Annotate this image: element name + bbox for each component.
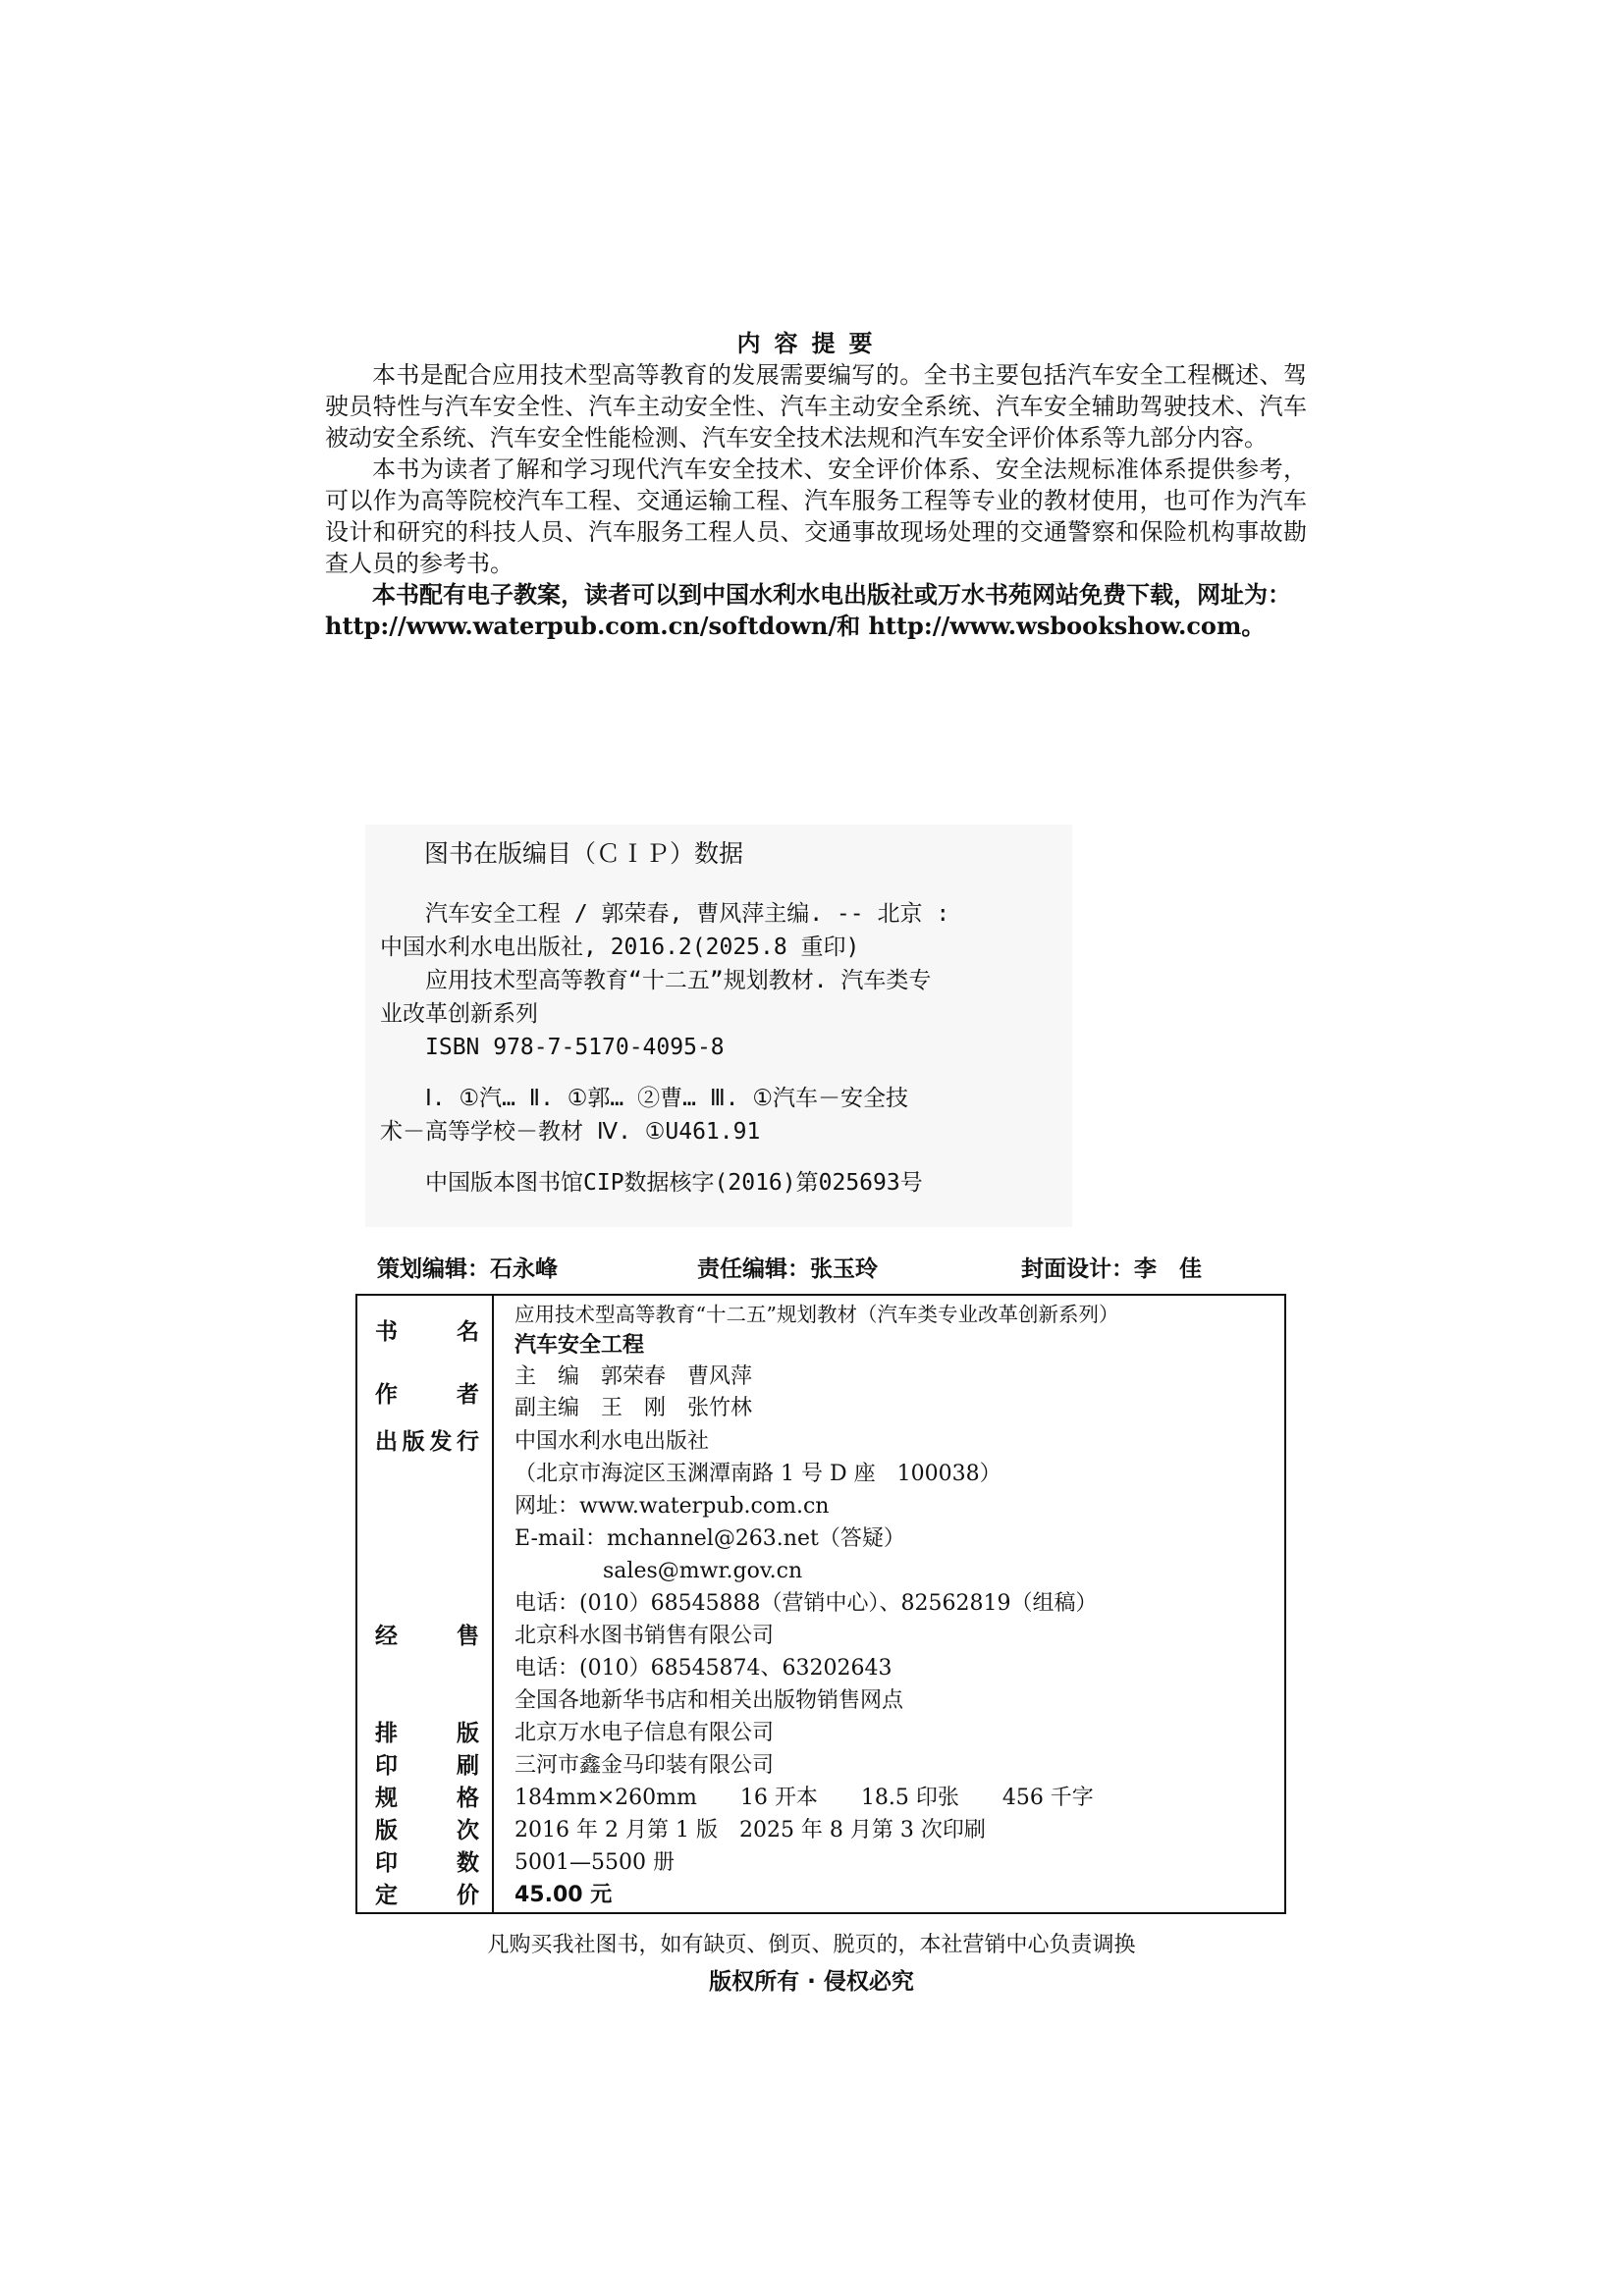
book-info-table	[355, 1294, 1286, 1914]
responsible-editor: 责任编辑：张玉玲	[697, 1256, 878, 1282]
label-typesetting: 排版	[375, 1721, 479, 1746]
copyright-notice: 版权所有 · 侵权必究	[709, 1969, 914, 1995]
price-value: 45.00 元	[514, 1883, 613, 1907]
publisher-address: （北京市海淀区玉渊潭南路 1 号 D 座 100038）	[514, 1462, 1001, 1486]
summary-body	[325, 359, 1307, 642]
label-printing: 印刷	[375, 1753, 479, 1779]
cip-line: 业改革创新系列	[380, 1001, 538, 1027]
cip-line: 中国版本图书馆CIP数据核字(2016)第025693号	[425, 1170, 923, 1196]
cip-line: ISBN 978-7-5170-4095-8	[425, 1035, 725, 1060]
label-print-count: 印数	[375, 1850, 479, 1876]
spec-value: 184mm×260mm 16 开本 18.5 印张 456 千字	[514, 1786, 1094, 1810]
cip-block	[365, 825, 1072, 1227]
series-name: 应用技术型高等教育“十二五”规划教材（汽车类专业改革创新系列）	[514, 1303, 1119, 1326]
cip-line: Ⅰ. ①汽… Ⅱ. ①郭… ②曹… Ⅲ. ①汽车－安全技	[425, 1086, 908, 1111]
summary-paragraph: 本书为读者了解和学习现代汽车安全技术、安全评价体系、安全法规标准体系提供参考，可以作为高等院校汽车工程、交通运输工程、汽车服务工程等专业的教材使用，也可作为汽车设计和研究的科技人员、汽车服务工程人员、交通事故现场处理的交通警察和保险机构事故勘查人员的参考书。	[325, 455, 1307, 577]
publisher-email: E-mail：mchannel@263.net（答疑）	[514, 1526, 905, 1551]
publisher-email-secondary: sales@mwr.gov.cn	[603, 1559, 803, 1583]
cip-line: 术－高等学校－教材 Ⅳ. ①U461.91	[380, 1119, 761, 1145]
planning-editor: 策划编辑：石永峰	[377, 1256, 558, 1282]
summary-title: 内容提要	[736, 330, 887, 357]
cip-line: 汽车安全工程 / 郭荣春, 曹风萍主编. -- 北京 :	[425, 901, 950, 927]
cip-lines	[380, 897, 1067, 1200]
distributor-phone: 电话：(010）68545874、63202643	[514, 1656, 893, 1681]
printer: 三河市鑫金马印装有限公司	[514, 1753, 775, 1778]
label-edition: 版次	[375, 1818, 479, 1843]
distributor-name: 北京科水图书销售有限公司	[514, 1624, 775, 1648]
label-distributor: 经售	[375, 1624, 479, 1649]
label-price: 定价	[375, 1883, 479, 1908]
label-publisher: 出版发行	[375, 1429, 479, 1455]
chief-editors: 主 编 郭荣春 曹风萍	[514, 1364, 753, 1389]
label-book-name: 书名	[375, 1319, 479, 1345]
label-spec: 规格	[375, 1786, 479, 1811]
return-notice: 凡购买我社图书，如有缺页、倒页、脱页的，本社营销中心负责调换	[487, 1933, 1136, 1957]
book-title: 汽车安全工程	[514, 1333, 645, 1358]
download-note: 本书配有电子教案，读者可以到中国水利水电出版社或万水书苑网站免费下载，网址为：	[372, 581, 1291, 609]
download-urls: http://www.waterpub.com.cn/softdown/和 http://www.wsbookshow.com。	[325, 612, 1266, 640]
distributor-network: 全国各地新华书店和相关出版物销售网点	[514, 1688, 904, 1713]
cip-line: 中国水利水电出版社, 2016.2(2025.8 重印)	[380, 934, 860, 960]
edition-value: 2016 年 2 月第 1 版 2025 年 8 月第 3 次印刷	[514, 1818, 986, 1842]
publisher-website: 网址：www.waterpub.com.cn	[514, 1494, 830, 1519]
deputy-editors: 副主编 王 刚 张竹林	[514, 1396, 753, 1420]
cover-designer: 封面设计：李 佳	[1021, 1256, 1202, 1282]
editors-row	[0, 1251, 1623, 1282]
typesetter: 北京万水电子信息有限公司	[514, 1721, 775, 1745]
cip-heading: 图书在版编目（ＣＩＰ）数据	[424, 839, 744, 868]
label-author: 作者	[375, 1382, 479, 1408]
summary-paragraph: 本书是配合应用技术型高等教育的发展需要编写的。全书主要包括汽车安全工程概述、驾驶员特性与汽车安全性、汽车主动安全性、汽车主动安全系统、汽车安全辅助驾驶技术、汽车被动安全系统、汽车安全性能检测、汽车安全技术法规和汽车安全评价体系等九部分内容。	[325, 361, 1307, 452]
publisher-name: 中国水利水电出版社	[514, 1429, 710, 1454]
print-count-value: 5001—5500 册	[514, 1850, 675, 1875]
cip-line: 应用技术型高等教育“十二五”规划教材. 汽车类专	[425, 968, 932, 993]
publisher-phone: 电话：(010）68545888（营销中心）、82562819（组稿）	[514, 1591, 1098, 1616]
